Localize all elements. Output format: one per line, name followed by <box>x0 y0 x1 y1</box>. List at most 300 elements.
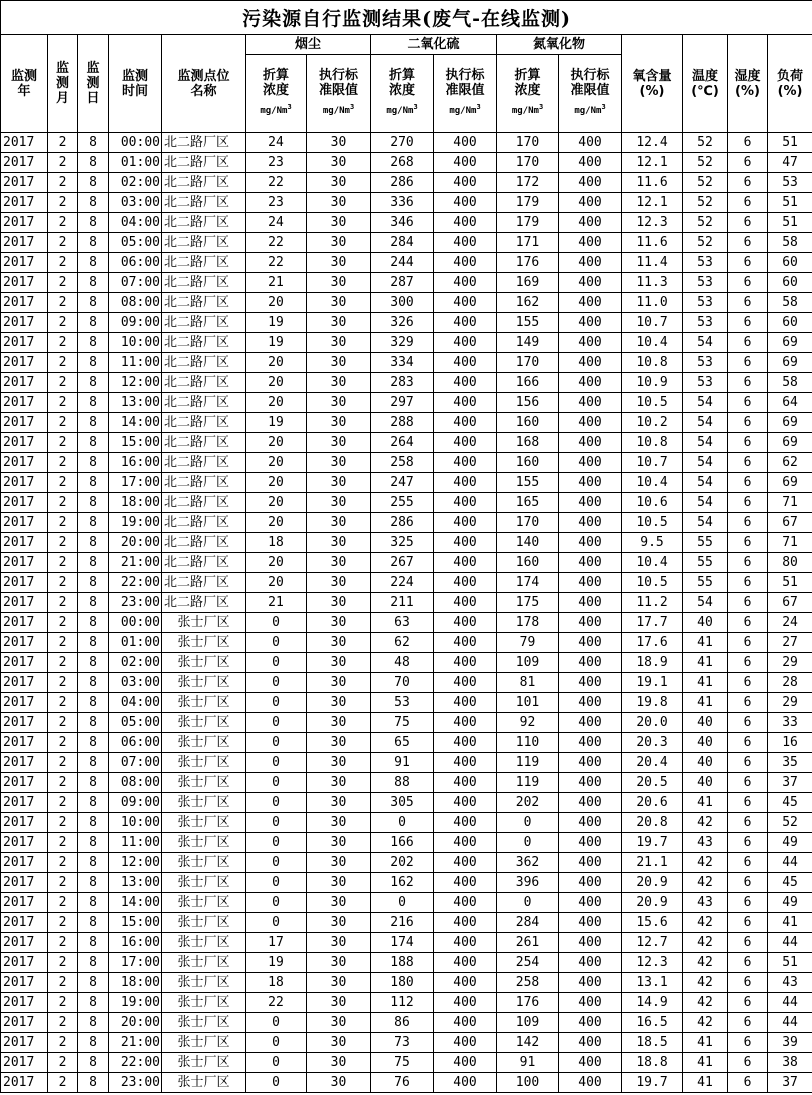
table-row <box>1 553 812 573</box>
cell-temperature: 41 <box>683 693 728 713</box>
cell-site: 北二路厂区 <box>162 233 246 253</box>
cell-site: 北二路厂区 <box>162 373 246 393</box>
cell-site: 张士厂区 <box>162 733 246 753</box>
col-header-nox-limit: 执行标 准限值 mg/Nm$^3$ <box>559 55 622 133</box>
cell-nox-conc: 79 <box>497 633 559 653</box>
cell-nox-limit: 400 <box>559 533 622 553</box>
cell-year: 2017 <box>1 993 48 1013</box>
cell-temperature: 54 <box>683 413 728 433</box>
cell-so2-conc: 63 <box>371 613 434 633</box>
cell-humidity: 6 <box>728 793 768 813</box>
cell-load: 58 <box>768 373 812 393</box>
cell-humidity: 6 <box>728 533 768 553</box>
cell-time: 19:00 <box>109 993 162 1013</box>
cell-dust-conc: 20 <box>246 553 307 573</box>
cell-day: 8 <box>78 353 109 373</box>
cell-month: 2 <box>48 813 78 833</box>
cell-year: 2017 <box>1 773 48 793</box>
cell-site: 北二路厂区 <box>162 353 246 373</box>
cell-load: 69 <box>768 333 812 353</box>
cell-month: 2 <box>48 853 78 873</box>
cell-oxygen: 20.8 <box>622 813 683 833</box>
table-row <box>1 893 812 913</box>
cell-nox-conc: 165 <box>497 493 559 513</box>
cell-humidity: 6 <box>728 353 768 373</box>
cell-day: 8 <box>78 593 109 613</box>
cell-temperature: 41 <box>683 633 728 653</box>
cell-day: 8 <box>78 973 109 993</box>
cell-so2-limit: 400 <box>434 953 497 973</box>
cell-day: 8 <box>78 893 109 913</box>
cell-dust-conc: 19 <box>246 413 307 433</box>
table-row <box>1 133 812 153</box>
cell-month: 2 <box>48 933 78 953</box>
cell-day: 8 <box>78 273 109 293</box>
cell-so2-limit: 400 <box>434 493 497 513</box>
cell-so2-limit: 400 <box>434 993 497 1013</box>
cell-time: 07:00 <box>109 273 162 293</box>
cell-dust-conc: 0 <box>246 1033 307 1053</box>
cell-nox-conc: 396 <box>497 873 559 893</box>
cell-humidity: 6 <box>728 333 768 353</box>
cell-so2-conc: 283 <box>371 373 434 393</box>
cell-nox-limit: 400 <box>559 513 622 533</box>
cell-dust-limit: 30 <box>307 513 371 533</box>
cell-nox-limit: 400 <box>559 893 622 913</box>
cell-month: 2 <box>48 633 78 653</box>
cell-nox-limit: 400 <box>559 793 622 813</box>
cell-so2-conc: 112 <box>371 993 434 1013</box>
cell-so2-limit: 400 <box>434 853 497 873</box>
cell-oxygen: 20.9 <box>622 873 683 893</box>
cell-nox-conc: 119 <box>497 773 559 793</box>
col-header-temperature: 温度 (℃) <box>683 35 728 133</box>
cell-temperature: 53 <box>683 313 728 333</box>
cell-oxygen: 11.4 <box>622 253 683 273</box>
cell-dust-limit: 30 <box>307 413 371 433</box>
cell-so2-conc: 264 <box>371 433 434 453</box>
cell-so2-limit: 400 <box>434 453 497 473</box>
cell-temperature: 42 <box>683 853 728 873</box>
cell-month: 2 <box>48 1073 78 1093</box>
cell-time: 16:00 <box>109 453 162 473</box>
cell-oxygen: 10.5 <box>622 393 683 413</box>
cell-oxygen: 12.4 <box>622 133 683 153</box>
cell-time: 06:00 <box>109 733 162 753</box>
cell-temperature: 41 <box>683 1073 728 1093</box>
cell-year: 2017 <box>1 233 48 253</box>
cell-dust-limit: 30 <box>307 953 371 973</box>
cell-day: 8 <box>78 653 109 673</box>
cell-dust-conc: 0 <box>246 1073 307 1093</box>
cell-oxygen: 11.6 <box>622 173 683 193</box>
cell-so2-conc: 174 <box>371 933 434 953</box>
cell-oxygen: 16.5 <box>622 1013 683 1033</box>
table-row <box>1 433 812 453</box>
cell-dust-limit: 30 <box>307 893 371 913</box>
cell-year: 2017 <box>1 813 48 833</box>
cell-so2-conc: 70 <box>371 673 434 693</box>
cell-site: 北二路厂区 <box>162 453 246 473</box>
cell-month: 2 <box>48 713 78 733</box>
cell-day: 8 <box>78 513 109 533</box>
cell-dust-conc: 0 <box>246 893 307 913</box>
cell-so2-limit: 400 <box>434 133 497 153</box>
cell-time: 17:00 <box>109 473 162 493</box>
cell-load: 41 <box>768 913 812 933</box>
cell-dust-limit: 30 <box>307 133 371 153</box>
cell-year: 2017 <box>1 833 48 853</box>
table-row <box>1 413 812 433</box>
cell-so2-limit: 400 <box>434 733 497 753</box>
cell-site: 北二路厂区 <box>162 433 246 453</box>
cell-oxygen: 11.2 <box>622 593 683 613</box>
cell-so2-conc: 305 <box>371 793 434 813</box>
cell-so2-conc: 73 <box>371 1033 434 1053</box>
cell-oxygen: 11.6 <box>622 233 683 253</box>
cell-humidity: 6 <box>728 773 768 793</box>
cell-day: 8 <box>78 713 109 733</box>
cell-site: 张士厂区 <box>162 1013 246 1033</box>
cell-dust-limit: 30 <box>307 1053 371 1073</box>
cell-nox-limit: 400 <box>559 673 622 693</box>
cell-nox-conc: 170 <box>497 513 559 533</box>
cell-dust-conc: 21 <box>246 593 307 613</box>
cell-temperature: 54 <box>683 493 728 513</box>
cell-nox-limit: 400 <box>559 313 622 333</box>
cell-so2-limit: 400 <box>434 293 497 313</box>
cell-day: 8 <box>78 1073 109 1093</box>
cell-so2-limit: 400 <box>434 173 497 193</box>
cell-dust-limit: 30 <box>307 233 371 253</box>
cell-oxygen: 13.1 <box>622 973 683 993</box>
cell-month: 2 <box>48 293 78 313</box>
cell-dust-conc: 20 <box>246 373 307 393</box>
cell-load: 24 <box>768 613 812 633</box>
cell-dust-conc: 0 <box>246 813 307 833</box>
cell-humidity: 6 <box>728 413 768 433</box>
cell-temperature: 54 <box>683 433 728 453</box>
cell-humidity: 6 <box>728 933 768 953</box>
cell-nox-conc: 202 <box>497 793 559 813</box>
cell-month: 2 <box>48 173 78 193</box>
cell-so2-limit: 400 <box>434 613 497 633</box>
cell-nox-limit: 400 <box>559 293 622 313</box>
table-row <box>1 733 812 753</box>
cell-year: 2017 <box>1 793 48 813</box>
cell-so2-conc: 0 <box>371 813 434 833</box>
cell-dust-limit: 30 <box>307 153 371 173</box>
cell-nox-conc: 172 <box>497 173 559 193</box>
table-row <box>1 613 812 633</box>
cell-dust-conc: 0 <box>246 873 307 893</box>
cell-load: 44 <box>768 933 812 953</box>
cell-site: 张士厂区 <box>162 873 246 893</box>
cell-load: 67 <box>768 593 812 613</box>
cell-temperature: 52 <box>683 233 728 253</box>
cell-so2-conc: 48 <box>371 653 434 673</box>
cell-oxygen: 10.4 <box>622 333 683 353</box>
cell-load: 16 <box>768 733 812 753</box>
cell-time: 22:00 <box>109 573 162 593</box>
cell-temperature: 40 <box>683 773 728 793</box>
cell-dust-conc: 20 <box>246 493 307 513</box>
cell-site: 张士厂区 <box>162 693 246 713</box>
cell-so2-limit: 400 <box>434 793 497 813</box>
cell-oxygen: 10.9 <box>622 373 683 393</box>
cell-load: 29 <box>768 653 812 673</box>
cell-time: 21:00 <box>109 553 162 573</box>
cell-temperature: 54 <box>683 513 728 533</box>
col-header-year: 监测 年 <box>1 35 48 133</box>
cell-nox-conc: 155 <box>497 313 559 333</box>
cell-site: 北二路厂区 <box>162 173 246 193</box>
cell-load: 47 <box>768 153 812 173</box>
cell-humidity: 6 <box>728 613 768 633</box>
cell-site: 张士厂区 <box>162 973 246 993</box>
cell-oxygen: 12.7 <box>622 933 683 953</box>
cell-temperature: 40 <box>683 613 728 633</box>
cell-so2-conc: 75 <box>371 713 434 733</box>
cell-oxygen: 20.5 <box>622 773 683 793</box>
cell-humidity: 6 <box>728 273 768 293</box>
cell-site: 张士厂区 <box>162 933 246 953</box>
cell-nox-conc: 261 <box>497 933 559 953</box>
cell-site: 北二路厂区 <box>162 473 246 493</box>
cell-time: 02:00 <box>109 173 162 193</box>
cell-nox-conc: 170 <box>497 353 559 373</box>
cell-dust-limit: 30 <box>307 293 371 313</box>
cell-day: 8 <box>78 153 109 173</box>
cell-so2-conc: 76 <box>371 1073 434 1093</box>
cell-dust-conc: 18 <box>246 533 307 553</box>
cell-nox-limit: 400 <box>559 693 622 713</box>
cell-oxygen: 10.4 <box>622 553 683 573</box>
cell-year: 2017 <box>1 253 48 273</box>
cell-dust-limit: 30 <box>307 833 371 853</box>
cell-load: 45 <box>768 873 812 893</box>
cell-load: 51 <box>768 133 812 153</box>
cell-humidity: 6 <box>728 433 768 453</box>
cell-humidity: 6 <box>728 813 768 833</box>
cell-year: 2017 <box>1 133 48 153</box>
group-header-so2: 二氧化硫 <box>371 35 497 55</box>
col-header-oxygen: 氧含量 (%) <box>622 35 683 133</box>
cell-so2-limit: 400 <box>434 693 497 713</box>
cell-nox-conc: 168 <box>497 433 559 453</box>
cell-humidity: 6 <box>728 1013 768 1033</box>
cell-day: 8 <box>78 1013 109 1033</box>
cell-nox-conc: 284 <box>497 913 559 933</box>
cell-time: 13:00 <box>109 393 162 413</box>
cell-year: 2017 <box>1 1033 48 1053</box>
cell-year: 2017 <box>1 853 48 873</box>
cell-so2-limit: 400 <box>434 673 497 693</box>
cell-time: 14:00 <box>109 413 162 433</box>
cell-year: 2017 <box>1 573 48 593</box>
cell-nox-limit: 400 <box>559 453 622 473</box>
cell-humidity: 6 <box>728 913 768 933</box>
cell-nox-conc: 91 <box>497 1053 559 1073</box>
cell-load: 69 <box>768 353 812 373</box>
cell-site: 张士厂区 <box>162 1073 246 1093</box>
cell-temperature: 52 <box>683 153 728 173</box>
cell-so2-conc: 166 <box>371 833 434 853</box>
cell-humidity: 6 <box>728 853 768 873</box>
cell-month: 2 <box>48 353 78 373</box>
cell-dust-conc: 18 <box>246 973 307 993</box>
cell-year: 2017 <box>1 713 48 733</box>
table-row <box>1 773 812 793</box>
cell-year: 2017 <box>1 633 48 653</box>
cell-so2-limit: 400 <box>434 473 497 493</box>
cell-temperature: 53 <box>683 353 728 373</box>
cell-so2-conc: 300 <box>371 293 434 313</box>
cell-time: 00:00 <box>109 133 162 153</box>
cell-nox-limit: 400 <box>559 633 622 653</box>
col-header-day: 监 测 日 <box>78 35 109 133</box>
cell-time: 23:00 <box>109 593 162 613</box>
cell-load: 62 <box>768 453 812 473</box>
cell-oxygen: 20.0 <box>622 713 683 733</box>
cell-month: 2 <box>48 513 78 533</box>
cell-day: 8 <box>78 193 109 213</box>
cell-month: 2 <box>48 553 78 573</box>
cell-load: 60 <box>768 273 812 293</box>
cell-load: 51 <box>768 953 812 973</box>
col-header-so2-conc: 折算 浓度 mg/Nm$^3$ <box>371 55 434 133</box>
cell-load: 58 <box>768 293 812 313</box>
cell-so2-limit: 400 <box>434 753 497 773</box>
cell-nox-limit: 400 <box>559 853 622 873</box>
table-row <box>1 933 812 953</box>
cell-month: 2 <box>48 473 78 493</box>
cell-so2-limit: 400 <box>434 1073 497 1093</box>
cell-dust-limit: 30 <box>307 853 371 873</box>
cell-month: 2 <box>48 1013 78 1033</box>
cell-site: 北二路厂区 <box>162 333 246 353</box>
cell-dust-limit: 30 <box>307 713 371 733</box>
cell-humidity: 6 <box>728 453 768 473</box>
cell-year: 2017 <box>1 953 48 973</box>
cell-nox-conc: 160 <box>497 413 559 433</box>
cell-dust-conc: 0 <box>246 733 307 753</box>
cell-time: 15:00 <box>109 433 162 453</box>
cell-site: 张士厂区 <box>162 793 246 813</box>
cell-oxygen: 10.7 <box>622 453 683 473</box>
cell-month: 2 <box>48 253 78 273</box>
cell-so2-conc: 255 <box>371 493 434 513</box>
cell-day: 8 <box>78 453 109 473</box>
cell-so2-conc: 244 <box>371 253 434 273</box>
cell-time: 22:00 <box>109 1053 162 1073</box>
cell-oxygen: 19.1 <box>622 673 683 693</box>
cell-load: 43 <box>768 973 812 993</box>
cell-site: 北二路厂区 <box>162 413 246 433</box>
cell-load: 45 <box>768 793 812 813</box>
cell-time: 16:00 <box>109 933 162 953</box>
cell-nox-limit: 400 <box>559 833 622 853</box>
cell-temperature: 55 <box>683 533 728 553</box>
cell-year: 2017 <box>1 153 48 173</box>
cell-nox-conc: 92 <box>497 713 559 733</box>
cell-load: 58 <box>768 233 812 253</box>
cell-day: 8 <box>78 253 109 273</box>
cell-temperature: 54 <box>683 333 728 353</box>
cell-site: 北二路厂区 <box>162 593 246 613</box>
cell-nox-conc: 179 <box>497 213 559 233</box>
cell-load: 37 <box>768 773 812 793</box>
cell-dust-conc: 23 <box>246 193 307 213</box>
cell-nox-limit: 400 <box>559 753 622 773</box>
cell-dust-conc: 0 <box>246 853 307 873</box>
cell-humidity: 6 <box>728 633 768 653</box>
cell-day: 8 <box>78 853 109 873</box>
cell-nox-conc: 100 <box>497 1073 559 1093</box>
cell-nox-limit: 400 <box>559 873 622 893</box>
cell-nox-conc: 119 <box>497 753 559 773</box>
cell-dust-limit: 30 <box>307 273 371 293</box>
cell-temperature: 52 <box>683 133 728 153</box>
cell-dust-limit: 30 <box>307 933 371 953</box>
cell-month: 2 <box>48 393 78 413</box>
cell-temperature: 42 <box>683 813 728 833</box>
table-row <box>1 453 812 473</box>
cell-so2-conc: 284 <box>371 233 434 253</box>
cell-so2-conc: 336 <box>371 193 434 213</box>
cell-year: 2017 <box>1 273 48 293</box>
cell-nox-conc: 156 <box>497 393 559 413</box>
cell-nox-conc: 160 <box>497 553 559 573</box>
cell-dust-conc: 0 <box>246 633 307 653</box>
cell-year: 2017 <box>1 513 48 533</box>
cell-so2-conc: 267 <box>371 553 434 573</box>
cell-day: 8 <box>78 173 109 193</box>
cell-oxygen: 21.1 <box>622 853 683 873</box>
cell-load: 53 <box>768 173 812 193</box>
cell-humidity: 6 <box>728 593 768 613</box>
table-row <box>1 713 812 733</box>
cell-dust-limit: 30 <box>307 173 371 193</box>
cell-oxygen: 12.3 <box>622 213 683 233</box>
cell-dust-conc: 22 <box>246 253 307 273</box>
cell-humidity: 6 <box>728 513 768 533</box>
cell-nox-conc: 160 <box>497 453 559 473</box>
cell-dust-conc: 0 <box>246 793 307 813</box>
cell-nox-conc: 155 <box>497 473 559 493</box>
cell-nox-conc: 178 <box>497 613 559 633</box>
cell-site: 北二路厂区 <box>162 293 246 313</box>
cell-site: 北二路厂区 <box>162 273 246 293</box>
cell-nox-limit: 400 <box>559 553 622 573</box>
cell-year: 2017 <box>1 693 48 713</box>
cell-temperature: 52 <box>683 193 728 213</box>
table-row <box>1 253 812 273</box>
cell-month: 2 <box>48 1053 78 1073</box>
cell-time: 19:00 <box>109 513 162 533</box>
cell-humidity: 6 <box>728 673 768 693</box>
cell-nox-limit: 400 <box>559 193 622 213</box>
cell-load: 71 <box>768 493 812 513</box>
cell-temperature: 42 <box>683 933 728 953</box>
table-row <box>1 753 812 773</box>
cell-oxygen: 11.0 <box>622 293 683 313</box>
cell-month: 2 <box>48 993 78 1013</box>
cell-dust-conc: 20 <box>246 573 307 593</box>
cell-humidity: 6 <box>728 193 768 213</box>
cell-dust-conc: 20 <box>246 393 307 413</box>
cell-temperature: 53 <box>683 273 728 293</box>
